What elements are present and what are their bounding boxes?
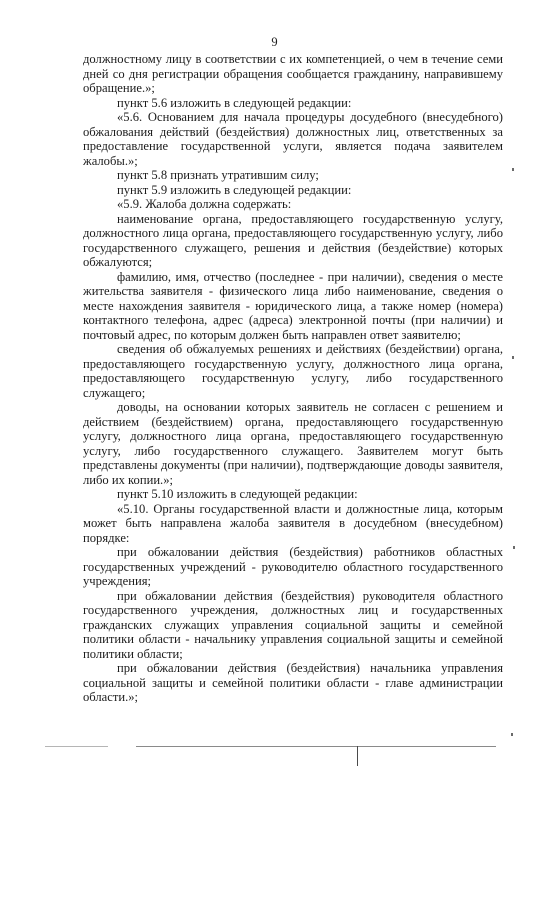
document-body — [83, 52, 503, 705]
scan-speck — [511, 733, 513, 736]
scan-speck — [512, 168, 514, 171]
paragraph-clause-5-10: «5.10. Органы государственной власти и должностные лица, которым может быть направлена жалоба заявителя в досудебном (внесудебном) порядке: — [83, 501, 503, 545]
paragraph-amendment-5-8: пункт 5.8 признать утратившим силу; — [117, 168, 319, 182]
scan-edge-tick — [357, 746, 358, 766]
paragraph-clause-5-6: «5.6. Основанием для начала процедуры досудебного (внесудебного) обжалования действий (бездействия) должностных лиц, ответственных за предоставление государственной услуги, является подача заявителем жалобы.»; — [83, 110, 503, 168]
scan-speck — [512, 356, 514, 359]
scan-edge-line-left — [45, 746, 108, 747]
paragraph-appeal-item-2: при обжаловании действия (бездействия) руководителя областного государственного учреждения, должностных лиц и государственных гражданских служащих управления социальной защиты и семейной политики области - начальнику управления социальной защиты и семейной политики области; — [83, 588, 503, 661]
paragraph-complaint-item-1: наименование органа, предоставляющего государственную услугу, должностного лица органа, предоставляющего государственную услугу, либо государственного служащего, решения и действия (бездействие) которых обжалуются; — [83, 211, 503, 269]
scan-edge-line — [136, 746, 496, 747]
paragraph-complaint-item-2: фамилию, имя, отчество (последнее - при наличии), сведения о месте жительства заявителя - физического лица либо наименование, сведения о месте нахождения заявителя - юридического лица, а также номер (номера) контактного телефона, адрес (адреса) электронной почты (при наличии) и почтовый адрес, по которым должен быть направлен ответ заявителю; — [83, 269, 503, 342]
scan-speck — [513, 546, 515, 549]
page-number: 9 — [271, 35, 278, 49]
paragraph-amendment-5-6: пункт 5.6 изложить в следующей редакции: — [117, 95, 352, 110]
paragraph-complaint-item-4: доводы, на основании которых заявитель не согласен с решением и действием (бездействием) органа, предоставляющего государственную услугу, должностного лица органа, предоставляющего государственную услугу, либо государственного служащего. Заявителем могут быть представлены документы (при наличии), подтверждающие доводы заявителя, либо их копии.»; — [83, 400, 503, 487]
paragraph-appeal-item-1: при обжаловании действия (бездействия) работников областных государственных учреждений - руководителю областного государственного учреждения; — [83, 545, 503, 588]
paragraph-appeal-item-3: при обжаловании действия (бездействия) начальника управления социальной защиты и семейной политики области - главе администрации области.»; — [83, 661, 503, 704]
paragraph-complaint-item-3: сведения об обжалуемых решениях и действиях (бездействии) органа, предоставляющего государственную услугу, должностного лица органа, предоставляющего государственную услугу, либо государственного служащего; — [83, 342, 503, 400]
paragraph-clause-5-9: «5.9. Жалоба должна содержать: — [117, 197, 292, 211]
paragraph-continuation: должностному лицу в соответствии с их компетенцией, о чем в течение семи дней со дня регистрации обращения сообщается гражданину, направившему обращение.»; — [83, 52, 503, 95]
paragraph-amendment-5-10: пункт 5.10 изложить в следующей редакции: — [117, 487, 358, 501]
paragraph-amendment-5-9: пункт 5.9 изложить в следующей редакции: — [117, 182, 352, 197]
